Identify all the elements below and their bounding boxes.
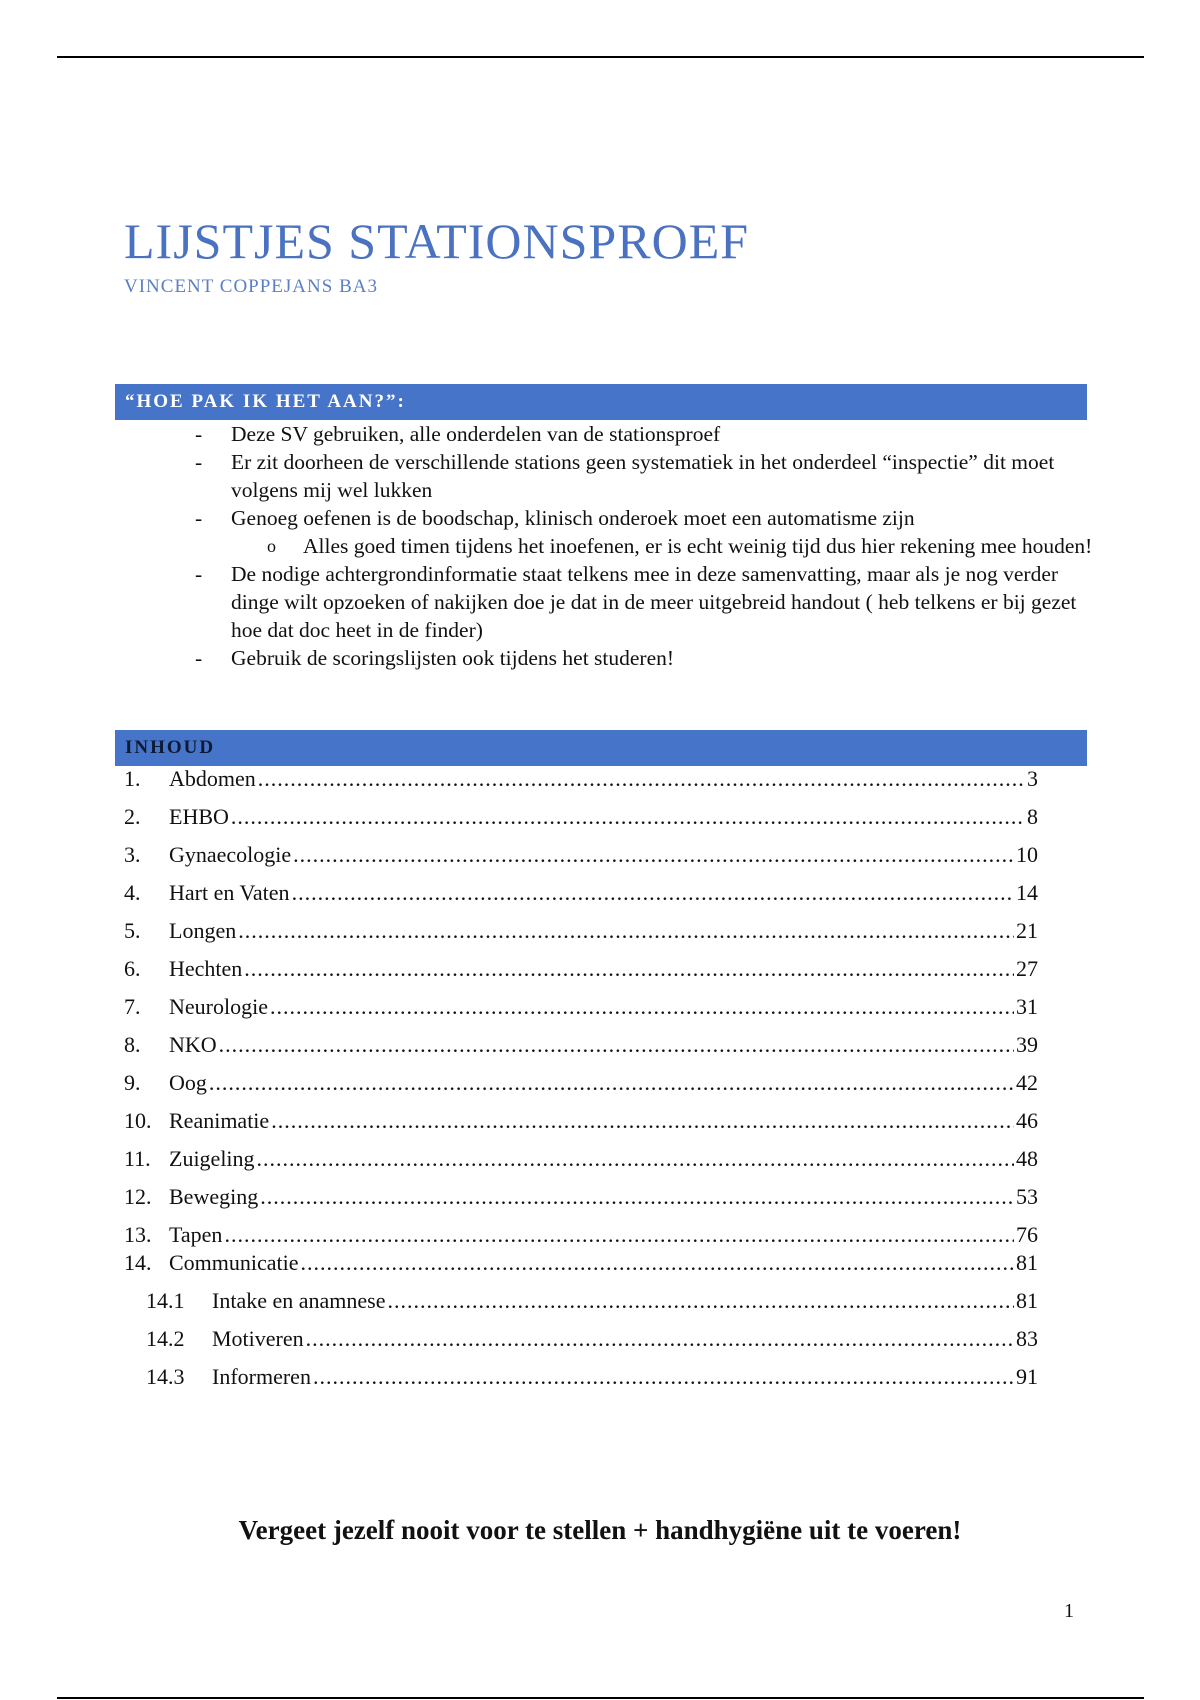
toc-page: 76 xyxy=(1016,1222,1038,1247)
toc-entry[interactable] xyxy=(124,1032,1038,1070)
dash-bullet: - xyxy=(195,450,203,474)
toc-page: 3 xyxy=(1027,766,1038,791)
dash-bullet: - xyxy=(195,646,203,670)
toc-label: Beweging xyxy=(169,1184,259,1209)
toc-label: Tapen xyxy=(169,1222,223,1247)
toc-entry[interactable] xyxy=(124,918,1038,956)
toc-page: 83 xyxy=(1016,1326,1038,1351)
dash-bullet: - xyxy=(195,422,203,446)
toc-page: 53 xyxy=(1016,1184,1038,1209)
toc-label: EHBO xyxy=(169,804,229,829)
bullet-text: Er zit doorheen de verschillende stations geen systematiek in het onderdeel “inspectie” dit moet volgens mij wel lukken xyxy=(231,450,1055,502)
toc-leader xyxy=(293,842,1014,868)
toc-leader xyxy=(257,1146,1014,1172)
toc-entry[interactable] xyxy=(124,842,1038,880)
toc-label: Longen xyxy=(169,918,237,943)
toc-leader xyxy=(306,1326,1014,1352)
sub-bullet-list xyxy=(231,532,1095,560)
list-item xyxy=(195,560,1095,644)
toc-label: Zuigeling xyxy=(169,1146,255,1171)
toc-number: 13. xyxy=(124,1222,152,1247)
toc-number: 14.2 xyxy=(146,1326,185,1351)
toc-page: 48 xyxy=(1016,1146,1038,1171)
toc-number: 1. xyxy=(124,766,141,791)
toc-entry[interactable] xyxy=(124,1146,1038,1184)
toc-number: 11. xyxy=(124,1146,151,1171)
toc-entry[interactable] xyxy=(124,1184,1038,1222)
circle-bullet: o xyxy=(267,536,276,556)
toc-label: Informeren xyxy=(212,1364,311,1389)
page-number: 1 xyxy=(1064,1600,1074,1622)
toc-number: 12. xyxy=(124,1184,152,1209)
toc-entry[interactable] xyxy=(124,766,1038,804)
toc-entry[interactable] xyxy=(124,1250,1038,1288)
toc-leader xyxy=(224,1222,1014,1248)
toc-entry[interactable] xyxy=(124,994,1038,1032)
toc-number: 14.1 xyxy=(146,1288,185,1313)
toc-page: 31 xyxy=(1016,994,1038,1019)
toc-page: 8 xyxy=(1027,804,1038,829)
how-section-heading: “HOE PAK IK HET AAN?”: xyxy=(115,384,1087,420)
bullet-text: Alles goed timen tijdens het inoefenen, er is echt weinig tijd dus hier rekening mee houden! xyxy=(303,534,1093,558)
dash-bullet: - xyxy=(195,562,203,586)
toc-page: 46 xyxy=(1016,1108,1038,1133)
toc-entry[interactable] xyxy=(124,1108,1038,1146)
toc-label: Reanimatie xyxy=(169,1108,270,1133)
toc-label: Hechten xyxy=(169,956,243,981)
toc-leader xyxy=(313,1364,1014,1390)
toc-leader xyxy=(244,956,1014,982)
toc-page: 91 xyxy=(1016,1364,1038,1389)
reminder-note: Vergeet jezelf nooit voor te stellen + handhygiëne uit te voeren! xyxy=(238,1515,962,1545)
toc-heading: INHOUD xyxy=(115,730,1087,766)
toc-page: 42 xyxy=(1016,1070,1038,1095)
toc-number: 3. xyxy=(124,842,141,867)
toc-label: Motiveren xyxy=(212,1326,304,1351)
toc-page: 27 xyxy=(1016,956,1038,981)
toc-leader xyxy=(271,1108,1014,1134)
toc-number: 5. xyxy=(124,918,141,943)
toc-page: 81 xyxy=(1016,1250,1038,1275)
toc-label: Abdomen xyxy=(169,766,256,791)
toc-entry[interactable] xyxy=(124,1222,1038,1250)
toc-label: Communicatie xyxy=(169,1250,299,1275)
dash-bullet: - xyxy=(195,506,203,530)
list-item xyxy=(195,644,1095,672)
toc-label: Neurologie xyxy=(169,994,268,1019)
list-item xyxy=(195,420,1095,448)
bottom-rule xyxy=(57,1697,1144,1699)
toc-leader xyxy=(238,918,1014,944)
toc-label: NKO xyxy=(169,1032,217,1057)
toc-leader xyxy=(258,766,1025,792)
toc-leader xyxy=(231,804,1025,830)
toc-entry[interactable] xyxy=(124,804,1038,842)
toc-leader xyxy=(219,1032,1014,1058)
toc-entry[interactable] xyxy=(124,880,1038,918)
toc-label: Gynaecologie xyxy=(169,842,292,867)
toc-entry[interactable] xyxy=(124,1326,1038,1364)
list-item xyxy=(195,448,1095,504)
toc-page: 10 xyxy=(1016,842,1038,867)
toc-leader xyxy=(260,1184,1014,1210)
toc-number: 2. xyxy=(124,804,141,829)
toc-page: 81 xyxy=(1016,1288,1038,1313)
bullet-text: Gebruik de scoringslijsten ook tijdens het studeren! xyxy=(231,646,675,670)
toc-entry[interactable] xyxy=(124,1364,1038,1402)
toc-entry[interactable] xyxy=(124,1288,1038,1326)
table-of-contents xyxy=(124,766,1038,1402)
toc-number: 7. xyxy=(124,994,141,1019)
toc-leader xyxy=(292,880,1014,906)
toc-label: Hart en Vaten xyxy=(169,880,290,905)
toc-page: 21 xyxy=(1016,918,1038,943)
toc-leader xyxy=(301,1250,1014,1276)
toc-leader xyxy=(209,1070,1014,1096)
toc-number: 10. xyxy=(124,1108,152,1133)
list-item xyxy=(195,504,1095,560)
toc-leader xyxy=(270,994,1014,1020)
toc-page: 39 xyxy=(1016,1032,1038,1057)
toc-leader xyxy=(387,1288,1014,1314)
toc-label: Oog xyxy=(169,1070,207,1095)
document-subtitle: VINCENT COPPEJANS BA3 xyxy=(124,276,378,297)
toc-number: 9. xyxy=(124,1070,141,1095)
toc-number: 4. xyxy=(124,880,141,905)
toc-number: 8. xyxy=(124,1032,141,1057)
document-title: LIJSTJES STATIONSPROEF xyxy=(124,213,750,269)
bullet-text: Deze SV gebruiken, alle onderdelen van de stationsproef xyxy=(231,422,721,446)
toc-page: 14 xyxy=(1016,880,1038,905)
toc-number: 14.3 xyxy=(146,1364,185,1389)
list-item xyxy=(231,532,1095,560)
toc-entry[interactable] xyxy=(124,956,1038,994)
top-rule xyxy=(57,56,1144,58)
toc-label: Intake en anamnese xyxy=(212,1288,386,1313)
toc-entry[interactable] xyxy=(124,1070,1038,1108)
how-bullet-list xyxy=(195,420,1095,672)
bullet-text: De nodige achtergrondinformatie staat telkens mee in deze samenvatting, maar als je nog verder dinge wilt opzoeken of nakijken doe je dat in de meer uitgebreid handout ( heb telkens er bij gezet hoe dat doc heet in de finder) xyxy=(231,562,1077,642)
toc-number: 14. xyxy=(124,1250,152,1275)
toc-number: 6. xyxy=(124,956,141,981)
bullet-text: Genoeg oefenen is de boodschap, klinisch onderoek moet een automatisme zijn xyxy=(231,506,915,530)
